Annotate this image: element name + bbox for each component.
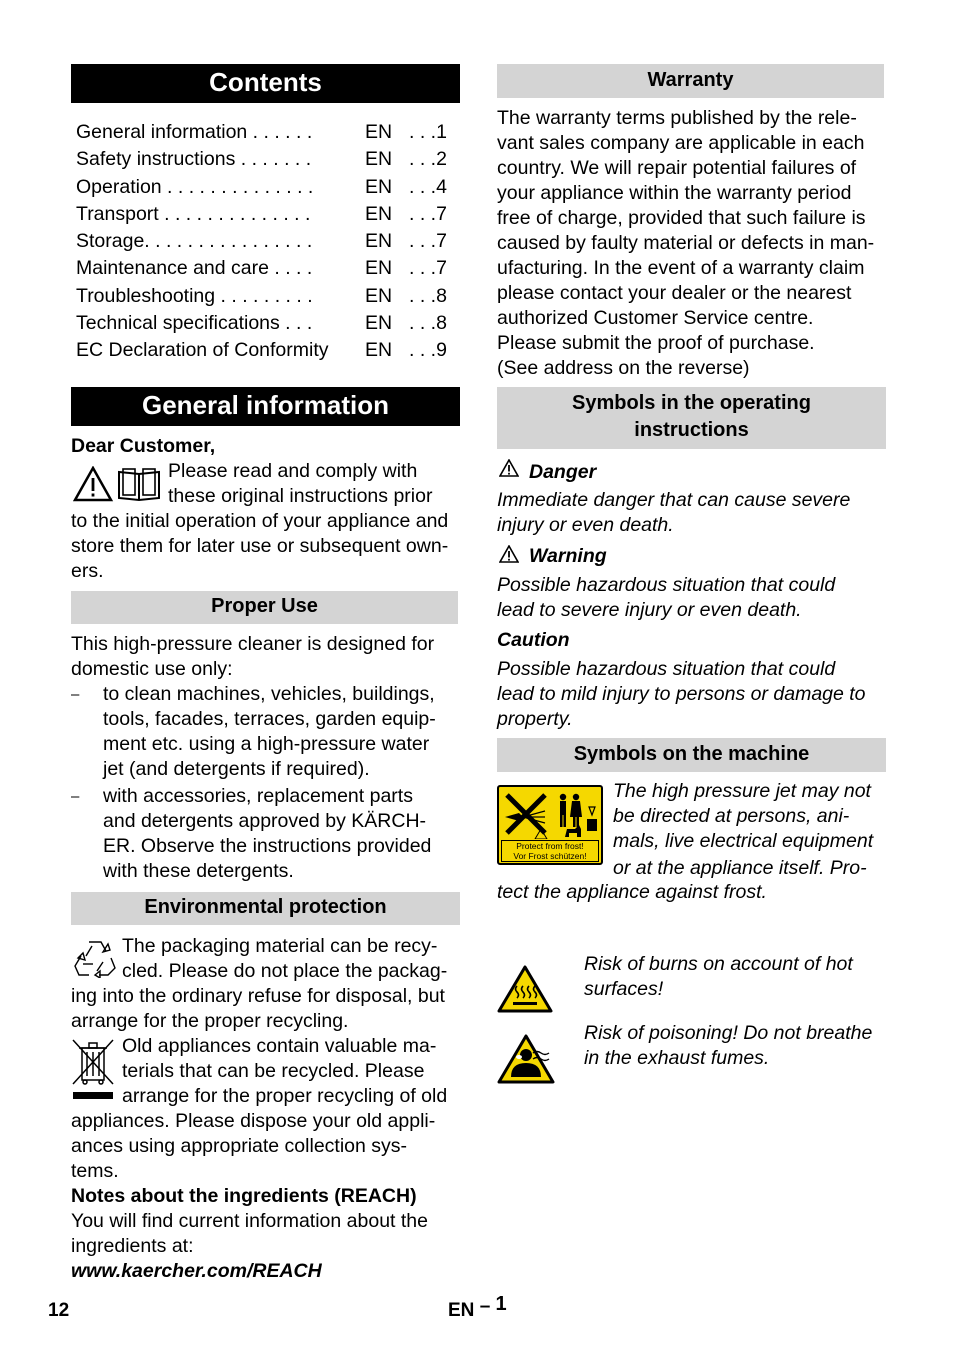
toc-entry[interactable] [76, 119, 456, 146]
warranty-line: caused by faulty material or defects in man- [497, 232, 875, 254]
toc-entry-page: . . .1 [409, 121, 447, 143]
symbols-operating-heading: Symbols in the operating instructions [497, 387, 886, 449]
warning-triangle-icon [499, 545, 519, 563]
jet-warning-text-2: be directed at persons, ani- [613, 805, 850, 827]
jet-warning-text-4: or at the appliance itself. Pro- [613, 857, 867, 879]
environmental-protection-heading: Environmental protection [71, 892, 460, 925]
caution-label: Caution [497, 629, 570, 651]
toc-entry-page: . . .2 [409, 148, 447, 171]
toc-entry[interactable] [76, 255, 456, 282]
warranty-line: (See address on the reverse) [497, 357, 750, 379]
packaging-recycle-text-4: arrange for the proper recycling. [71, 1010, 349, 1032]
toc-entry-lang: EN [365, 202, 393, 225]
reach-heading: Notes about the ingredients (REACH) [71, 1185, 417, 1207]
general-information-heading: General information [71, 387, 460, 426]
danger-warning-icon [499, 459, 519, 477]
toc-entry-lang: EN [365, 339, 393, 362]
toc-entry-lang: EN [365, 230, 393, 253]
bullet-dash: – [71, 686, 80, 703]
warranty-line: your appliance within the warranty period [497, 182, 852, 204]
packaging-recycle-text-3: ing into the ordinary refuse for disposal, but [71, 985, 445, 1007]
read-instructions-text-4: store them for later use or subsequent own- [71, 535, 449, 557]
warranty-line: please contact your dealer or the nearest [497, 282, 852, 304]
warranty-line: ufacturing. In the event of a warranty claim [497, 257, 865, 279]
crossed-bin-icon [71, 1038, 115, 1104]
page-number: 12 [48, 1300, 70, 1321]
toc-entry[interactable] [76, 337, 456, 364]
warranty-line: free of charge, provided that such failure is [497, 207, 866, 229]
warning-text: Possible hazardous situation that could lead to severe injury or even death. [497, 574, 836, 621]
bullet-dash: – [71, 788, 80, 805]
read-instructions-text-3: to the initial operation of your appliance and [71, 510, 449, 532]
packaging-recycle-text: The packaging material can be recy- [122, 935, 438, 957]
caution-text: Possible hazardous situation that could lead to mild injury to persons or damage to property. [497, 658, 866, 730]
toc-entry-lang: EN [365, 312, 393, 335]
poisoning-text: Risk of poisoning! Do not breathe in the exhaust fumes. [584, 1022, 873, 1069]
read-instructions-text: Please read and comply with [168, 460, 418, 482]
warning-label: Warning [529, 545, 607, 567]
old-appliances-text: Old appliances contain valuable ma- [122, 1035, 437, 1057]
warranty-heading: Warranty [497, 64, 884, 98]
toc-entry-title: Technical specifications . . . [76, 312, 313, 335]
packaging-recycle-text-2: cled. Please do not place the packag- [122, 960, 448, 982]
toc-entry-lang: EN [365, 148, 393, 171]
reach-text: You will find current information about the ingredients at: [71, 1210, 428, 1257]
warning-book-icon [73, 466, 161, 502]
old-appliances-text-6: tems. [71, 1160, 119, 1182]
toc-entry-lang: EN [365, 121, 393, 143]
danger-label: Danger [529, 461, 597, 483]
toc-entry-title: Safety instructions . . . . . . . [76, 148, 312, 171]
proper-use-bullet-1: – to clean machines, vehicles, buildings, tools, facades, terraces, garden equip- ment etc. using a high-pressure water jet (and detergents if required). [71, 683, 436, 780]
footer-lang-page: EN – 1 [448, 1293, 507, 1321]
warranty-text [497, 106, 874, 381]
toc-entry-title: Storage. . . . . . . . . . . . . . . . [76, 230, 313, 253]
toc-entry-lang: EN [365, 284, 393, 307]
toc-entry[interactable] [76, 201, 456, 228]
toc-entry-page: . . .7 [409, 230, 447, 253]
proper-use-intro: This high-pressure cleaner is designed for domestic use only: [71, 633, 435, 680]
toc-entry-title: General information . . . . . . [76, 121, 313, 143]
toc-entry-title: Maintenance and care . . . . [76, 257, 313, 280]
burns-text: Risk of burns on account of hot surfaces! [584, 953, 853, 1000]
toc-entry-title: EC Declaration of Conformity [76, 339, 329, 362]
toc-entry[interactable] [76, 283, 456, 310]
contents-heading: Contents [71, 64, 460, 103]
toc-entry-page: . . .7 [409, 202, 447, 225]
danger-text: Immediate danger that can cause severe injury or even death. [497, 489, 851, 536]
no-jet-at-people-icon [501, 789, 599, 839]
warranty-line: Please submit the proof of purchase. [497, 332, 815, 354]
toc-entry-title: Transport . . . . . . . . . . . . . . [76, 202, 311, 225]
jet-warning-text: The high pressure jet may not [613, 780, 871, 802]
poisoning-fumes-icon [497, 1033, 555, 1085]
toc-entry[interactable] [76, 174, 456, 201]
toc-entry[interactable] [76, 228, 456, 255]
old-appliances-text-3: arrange for the proper recycling of old [122, 1085, 448, 1107]
toc-entry-page: . . .4 [409, 175, 447, 198]
toc-entry-title: Troubleshooting . . . . . . . . . [76, 284, 313, 307]
toc-entry[interactable] [76, 146, 456, 173]
reach-url-link[interactable]: www.kaercher.com/REACH [71, 1260, 322, 1282]
recycle-icon [73, 938, 117, 978]
warranty-line: The warranty terms published by the rele- [497, 107, 857, 129]
jet-warning-text-3: mals, live electrical equipment [613, 830, 874, 852]
dear-customer: Dear Customer, [71, 435, 216, 457]
proper-use-bullet-2: – with accessories, replacement parts and detergents approved by KÄRCH- ER. Observe the instructions provided with these detergents. [71, 785, 432, 882]
toc-entry-title: Operation . . . . . . . . . . . . . . [76, 175, 314, 198]
toc-entry-lang: EN [365, 175, 393, 198]
protect-from-frost-box: Protect from frost! Vor Frost schützen! [501, 840, 599, 862]
table-of-contents [76, 119, 456, 365]
warranty-line: authorized Customer Service centre. [497, 307, 814, 329]
old-appliances-text-4: appliances. Please dispose your old appli- [71, 1110, 436, 1132]
toc-entry-page: . . .8 [409, 284, 447, 307]
old-appliances-text-2: terials that can be recycled. Please [122, 1060, 425, 1082]
toc-entry-page: . . .7 [409, 257, 447, 280]
toc-entry[interactable] [76, 310, 456, 337]
symbols-machine-heading: Symbols on the machine [497, 738, 886, 772]
toc-entry-page: . . .9 [409, 339, 447, 362]
read-instructions-text-2: these original instructions prior [168, 485, 433, 507]
machine-warning-label [497, 785, 603, 865]
read-instructions-text-5: ers. [71, 560, 104, 582]
hot-surface-icon [497, 964, 553, 1014]
jet-warning-text-5: tect the appliance against frost. [497, 881, 767, 903]
warranty-line: vant sales company are applicable in each [497, 132, 865, 154]
proper-use-heading: Proper Use [71, 591, 458, 624]
toc-entry-page: . . .8 [409, 312, 447, 335]
warranty-line: country. We will repair potential failures of [497, 157, 857, 179]
old-appliances-text-5: ances using appropriate collection sys- [71, 1135, 408, 1157]
toc-entry-lang: EN [365, 257, 393, 280]
